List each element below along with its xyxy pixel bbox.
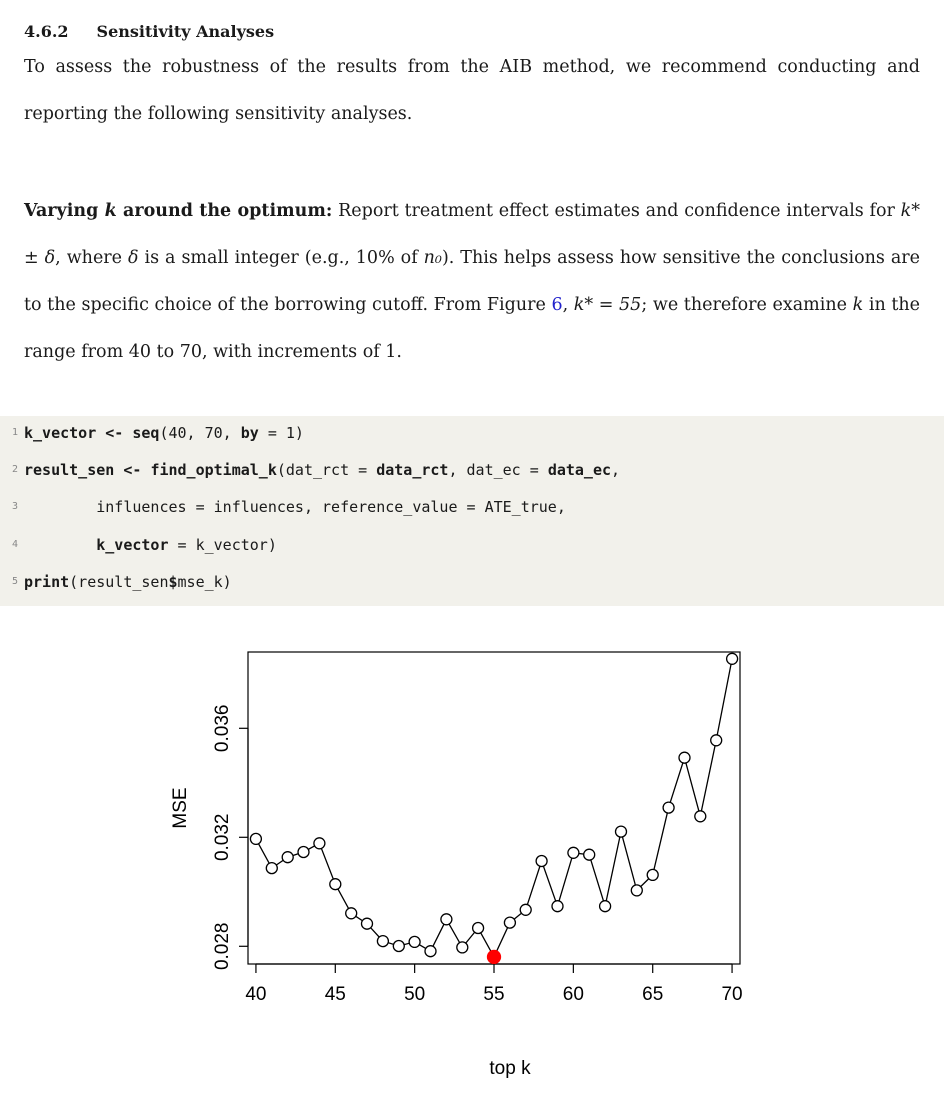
code-token: = k_vector) xyxy=(168,536,277,554)
y-tick-label: 0.032 xyxy=(212,813,233,862)
data-point xyxy=(266,863,277,874)
math-k: k xyxy=(852,295,864,315)
code-line-number: 5 xyxy=(11,576,18,587)
code-line-number: 3 xyxy=(11,501,18,512)
data-point xyxy=(631,885,642,896)
code-token: seq xyxy=(132,424,160,442)
x-tick-label: 50 xyxy=(404,984,426,1005)
mse-points xyxy=(250,653,737,963)
x-tick-label: 45 xyxy=(324,984,346,1005)
text-6: ; we therefore examine xyxy=(641,295,853,315)
data-point xyxy=(425,946,436,957)
code-token: , dat_ec = xyxy=(448,461,548,479)
data-point xyxy=(250,833,261,844)
intro-text: To assess the robustness of the results from the AIB method, we recommend conducting and reporting the following sensitivity analyses. xyxy=(24,57,920,124)
code-token: $ xyxy=(168,573,178,591)
data-point xyxy=(441,914,452,925)
data-point xyxy=(346,908,357,919)
data-point xyxy=(568,847,579,858)
code-token: <- xyxy=(105,424,124,442)
code-line xyxy=(11,573,232,601)
code-token: = 1) xyxy=(258,424,304,442)
code-line xyxy=(11,536,277,564)
text-3: is a small integer (e.g., 10% of xyxy=(138,248,424,268)
data-point xyxy=(647,869,658,880)
data-point xyxy=(314,838,325,849)
math-kstar-pm-delta: k* ± δ xyxy=(24,201,921,268)
section-heading xyxy=(24,22,274,41)
data-point xyxy=(330,879,341,890)
y-axis-label: MSE xyxy=(170,787,191,829)
code-token: <- xyxy=(123,461,142,479)
mse-line-chart xyxy=(0,620,952,1100)
optimal-k-point xyxy=(488,950,501,963)
data-point xyxy=(457,942,468,953)
data-point xyxy=(504,917,515,928)
code-token xyxy=(114,461,123,479)
data-point xyxy=(377,936,388,947)
x-tick-label: 60 xyxy=(562,984,584,1005)
x-tick-label: 65 xyxy=(642,984,664,1005)
code-token: data_ec xyxy=(547,461,612,479)
code-token: k_vector xyxy=(96,536,169,554)
code-token xyxy=(96,424,105,442)
code-token: data_rct xyxy=(376,461,449,479)
x-tick-label: 40 xyxy=(245,984,267,1005)
y-tick-label: 0.036 xyxy=(212,704,233,753)
data-point xyxy=(409,936,420,947)
data-point xyxy=(616,826,627,837)
code-token: print xyxy=(24,573,70,591)
figure-reference-link[interactable]: 6 xyxy=(551,295,563,315)
section-number: 4.6.2 xyxy=(24,22,69,41)
text-7: in the range from 40 to 70, with increments of 1. xyxy=(24,295,920,362)
data-point xyxy=(520,904,531,915)
paragraph-lead xyxy=(24,201,332,221)
x-tick-label: 55 xyxy=(483,984,505,1005)
code-token: (dat_rct = xyxy=(276,461,377,479)
y-tick-label: 0.028 xyxy=(212,922,233,971)
code-token: (40, 70, xyxy=(159,424,241,442)
data-point xyxy=(679,752,690,763)
intro-paragraph xyxy=(24,44,920,138)
data-point xyxy=(473,923,484,934)
data-point xyxy=(298,847,309,858)
data-point xyxy=(552,901,563,912)
data-point xyxy=(695,811,706,822)
code-token: k_vector xyxy=(24,424,97,442)
code-line-number: 4 xyxy=(11,539,18,550)
math-delta: δ xyxy=(128,248,139,268)
data-point xyxy=(393,941,404,952)
data-point xyxy=(584,849,595,860)
code-token xyxy=(24,536,96,554)
text-2: , where xyxy=(55,248,128,268)
code-token: result_sen xyxy=(24,461,115,479)
mse-series-line xyxy=(256,659,732,957)
text-5: , xyxy=(562,295,574,315)
text-4: ). This helps assess how sensitive the conclusions are to the specific choice of the borrowing cutoff. From Figure xyxy=(24,248,920,315)
code-token: find_optimal_k xyxy=(150,461,277,479)
code-token: (result_sen xyxy=(69,573,169,591)
data-point xyxy=(536,856,547,867)
varying-k-paragraph xyxy=(24,188,920,376)
math-kstar-eq: k* = 55 xyxy=(573,295,642,315)
math-n0: n₀ xyxy=(423,248,442,268)
data-point xyxy=(663,802,674,813)
data-point xyxy=(727,653,738,664)
code-token: influences = influences, reference_value = ATE_true, xyxy=(24,498,566,516)
code-line xyxy=(11,424,304,452)
code-line-number: 2 xyxy=(11,464,18,475)
data-point xyxy=(282,852,293,863)
code-token: , xyxy=(611,461,621,479)
code-block xyxy=(0,416,944,606)
data-point xyxy=(600,901,611,912)
data-point xyxy=(362,918,373,929)
code-line-number: 1 xyxy=(11,427,18,438)
code-token: mse_k) xyxy=(177,573,232,591)
lead-k: k xyxy=(104,201,117,221)
code-token: by xyxy=(240,424,259,442)
x-axis-label: top k xyxy=(489,1058,531,1079)
data-point xyxy=(711,735,722,746)
code-line xyxy=(11,498,566,526)
text-1: Report treatment effect estimates and confidence intervals for xyxy=(332,201,901,221)
lead-word: Varying xyxy=(24,201,99,221)
x-tick-label: 70 xyxy=(721,984,743,1005)
lead-rest: around the optimum: xyxy=(123,201,333,221)
section-title: Sensitivity Analyses xyxy=(96,22,275,41)
code-line xyxy=(11,461,621,489)
